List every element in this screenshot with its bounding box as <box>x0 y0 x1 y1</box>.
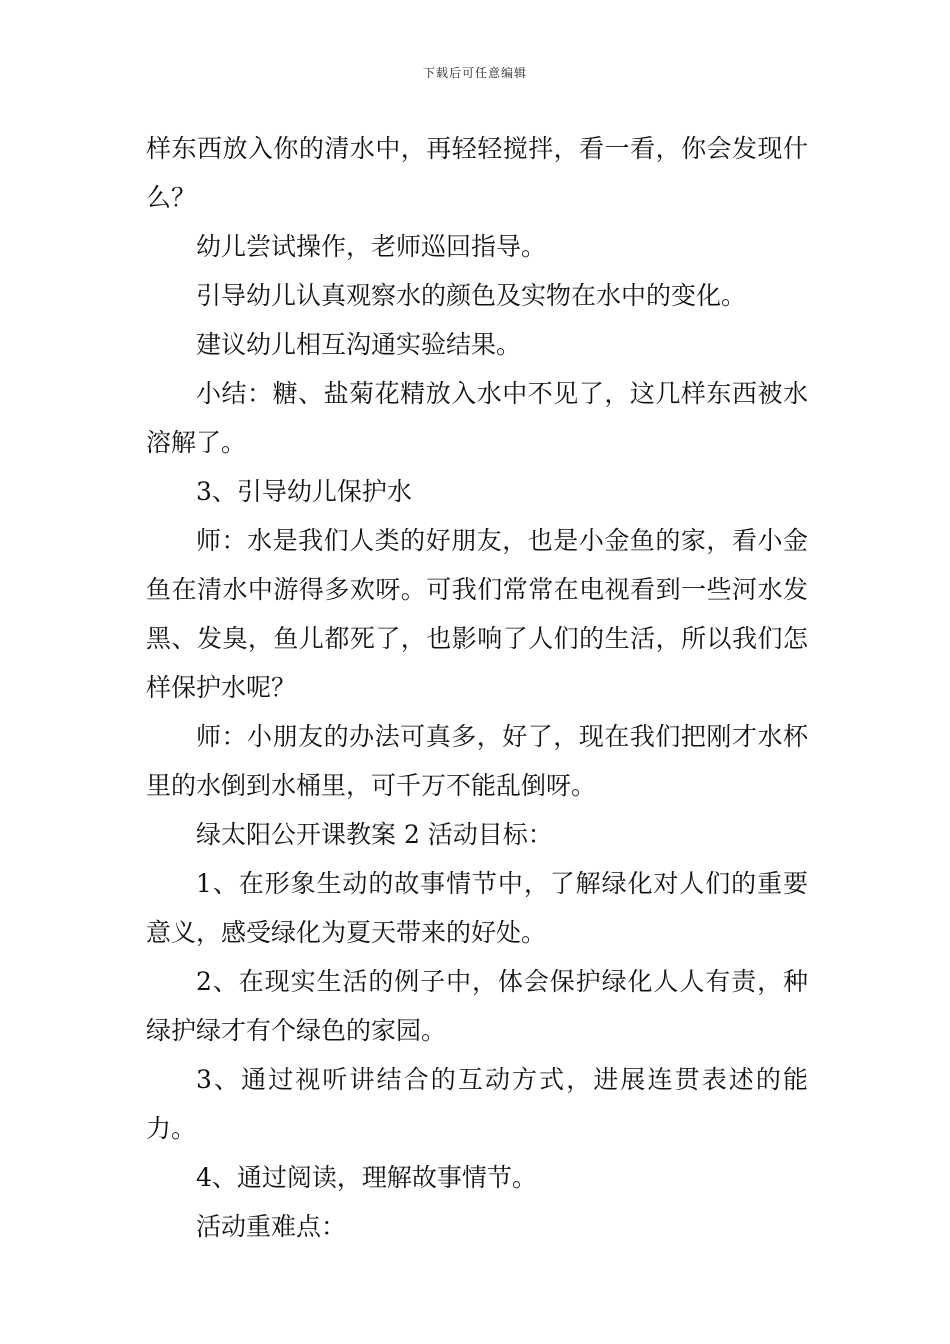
section-heading: 活动重难点： <box>196 1212 347 1241</box>
section-heading: 3、引导幼儿保护水 <box>196 477 412 506</box>
paragraph: 引导幼儿认真观察水的颜色及实物在水中的变化。 <box>196 281 747 310</box>
section-heading: 绿太阳公开课教案 2 活动目标： <box>196 820 553 849</box>
paragraph: 小结：糖、盐菊花精放入水中不见了，这几样东西被水溶解了。 <box>146 379 808 457</box>
paragraph: 建议幼儿相互沟通实验结果。 <box>196 330 522 359</box>
list-item: 3、通过视听讲结合的互动方式，进展连贯表述的能力。 <box>146 1065 808 1143</box>
list-item: 1、在形象生动的故事情节中，了解绿化对人们的重要意义，感受绿化为夏天带来的好处。 <box>146 869 808 947</box>
paragraph: 幼儿尝试操作，老师巡回指导。 <box>196 232 547 261</box>
paragraph: 样东西放入你的清水中，再轻轻搅拌，看一看，你会发现什么？ <box>146 134 808 212</box>
document-body <box>146 124 808 1251</box>
page-header: 下载后可任意编辑 <box>422 66 527 80</box>
paragraph: 师：水是我们人类的好朋友，也是小金鱼的家，看小金鱼在清水中游得多欢呀。可我们常常在电视看到一些河水发黑、发臭，鱼儿都死了，也影响了人们的生活，所以我们怎样保护水呢？ <box>146 526 808 702</box>
paragraph: 师：小朋友的办法可真多，好了，现在我们把刚才水杯里的水倒到水桶里，可千万不能乱倒呀。 <box>146 722 808 800</box>
list-item: 4、通过阅读，理解故事情节。 <box>196 1163 537 1192</box>
list-item: 2、在现实生活的例子中，体会保护绿化人人有责，种绿护绿才有个绿色的家园。 <box>146 967 808 1045</box>
